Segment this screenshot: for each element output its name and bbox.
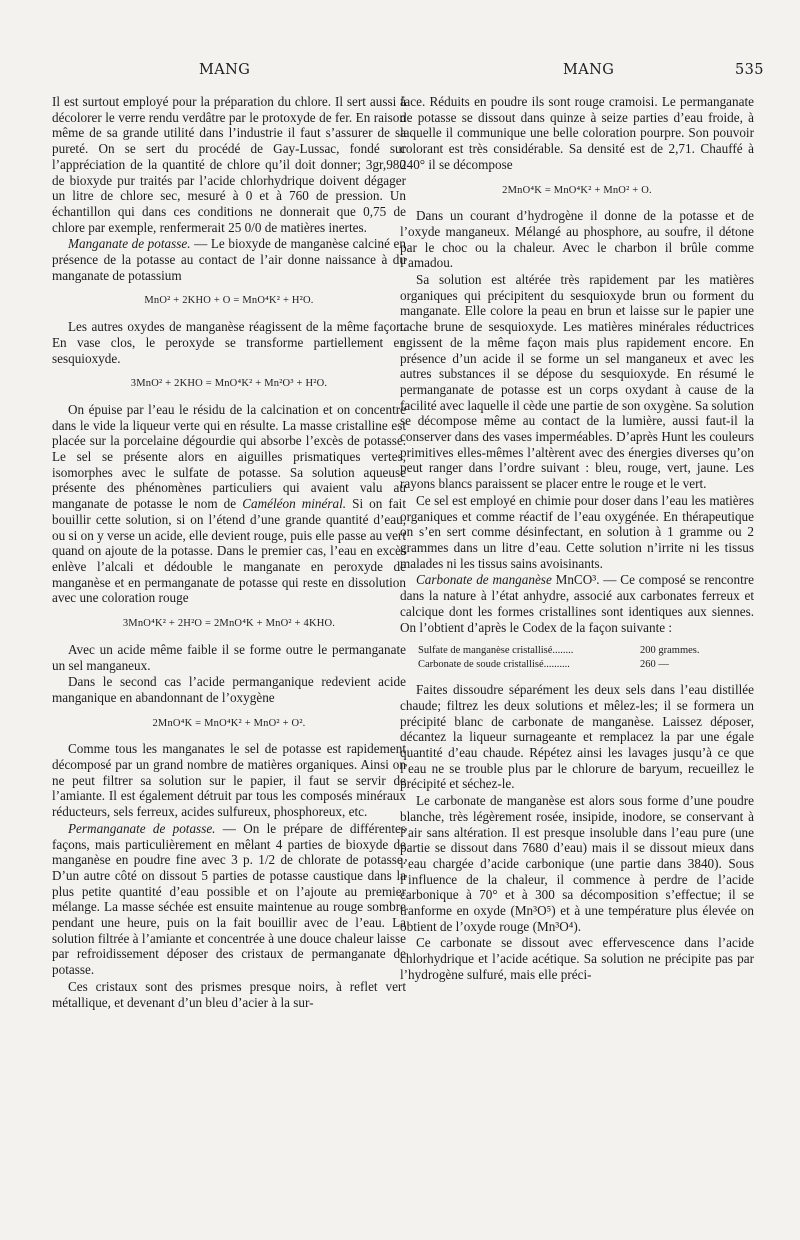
paragraph [52, 821, 406, 978]
paragraph-text: Si on fait bouillir cette solution, si on l’étend d’une grande quantité d’eau, ou si on y verse un acide, elle devient rouge, puis elle passe au vert quand on ajoute de la potasse. Dans le premier cas, l’eau en excès enlève l’alcali et dédouble le manganate en peroxyde de manganèse et en permanganate de potasse qui reste en dissolution avec une coloration rouge [52, 496, 406, 606]
paragraph: Les autres oxydes de manganèse réagissent de la même façon. En vase clos, le peroxyde se transforme partiellement en sesquioxyde. [52, 319, 406, 366]
recipe-ingredient: Carbonate de soude cristallisé.......... [418, 659, 570, 671]
paragraph: Sa solution est altérée très rapidement par les matières organiques qui précipitent du sesquioxyde brun ou forment du manganate. Elle colore la peau en brun et laisse sur le papier une tache brune de sesquioxyde. Les matières minérales réductrices agissent de la même façon mais plus rapidement encore. En présence d’un acide il se forme un sel manganeux et avec les autres substances il se dépose du sesquioxyde. En résumé le permanganate de potasse est un corps oxydant à cause de la facilité avec laquelle il cède une partie de son oxygène. Sa solution se décompose même au contact de la lumière, aussi faut-il la conserver dans des vases imperméables. D’après Hunt les couleurs primitives elles-mêmes l’altèrent avec des énergies diverses qu’on peut ranger dans l’ordre suivant : bleu, rouge, vert, jaune. Les rayons blancs paraissent se placer entre le rouge et le vert. [400, 272, 754, 492]
paragraph: Avec un acide même faible il se forme outre le permanganate un sel manganeux. [52, 641, 406, 673]
paragraph: Ce sel est employé en chimie pour doser dans l’eau les matières organiques et comme réactif de l’eau oxygénée. En thérapeutique on s’en sert comme désinfectant, en solution à 1 gramme ou 2 grammes dans un litre d’eau. Cette solution n’irrite ni les tissus malades ni les tissus sains avoisinants. [400, 492, 754, 571]
chemical-equation: 2MnO⁴K = MnO⁴K² + MnO² + O. [502, 184, 652, 196]
paragraph: Dans le second cas l’acide permanganique redevient acide manganique en abandonnant de l’oxygène [52, 674, 406, 705]
running-head-right: MANG [563, 62, 615, 78]
right-column [400, 94, 754, 983]
section-title: Carbonate de manganèse [416, 572, 552, 588]
paragraph-text: On épuise par l’eau le résidu de la calcination et on concentre dans le vide la liqueur verte qui en résulte. La masse cristalline est placée sur la porcelaine dégourdie qui absorbe l’excès de potasse. Le sel se présente alors en aiguilles prismatiques vertes, isomorphes avec le sulfate de potasse. Sa solution aqueuse présente des phénomènes particuliers qui avaient valu au manganate de potasse le nom de [52, 401, 406, 512]
left-column [52, 94, 406, 1010]
running-head-left: MANG [199, 62, 251, 78]
recipe-ingredient: Sulfate de manganèse cristallisé........ [418, 645, 574, 657]
paragraph-text: — Ce composé se rencontre dans la nature à l’état anhydre, associé aux carbonates ferreux et calcique dont les formes cristallines sont identiques aux siennes. On l’obtient d’après le Codex de la façon suivante : [400, 572, 754, 635]
paragraph: Il est surtout employé pour la préparation du chlore. Il sert aussi à décolorer le verre rendu verdâtre par le protoxyde de fer. En raison même de sa grande utilité dans l’industrie il faut s’assurer de sa pureté. On se sert du procédé de Gay-Lussac, fondé sur l’appréciation de la quantité de chlore qu’il doit donner; 3gr,980 de bioxyde pur traités par l’acide chlorhydrique doivent dégager un litre de chlore sec, mesuré à 0 et à 760 de pression. Un échantillon qui dans ces conditions ne donnerait que 0,75 de chlore par exemple, renfermerait 25 0/0 de matières inertes. [52, 94, 406, 235]
paragraph: Dans un courant d’hydrogène il donne de la potasse et de l’oxyde manganeux. Mélangé au phosphore, au soufre, il détone par le choc ou la chaleur. Avec le charbon il brûle comme l’amadou. [400, 208, 754, 271]
page-number: 535 [735, 62, 764, 78]
paragraph-text: — On le prépare de différentes façons, mais particulièrement en mêlant 4 parties de bioxyde de manganèse en poudre fine avec 3 p. 1/2 de chlorate de potasse. D’un autre côté on dissout 5 parties de potasse caustique dans la plus petite quantité d’eau possible et on l’ajoute au premier mélange. La masse séchée est ensuite maintenue au rouge sombre pendant une heure, puis on la fait bouillir avec de l’eau. La solution filtrée à l’amiante et concentrée à une douce chaleur laisse par refroidissement déposer des cristaux de permanganate de potasse. [52, 820, 406, 978]
paragraph [400, 572, 754, 635]
chemical-equation: 3MnO² + 2KHO = MnO⁴K² + Mn²O³ + H²O. [130, 378, 328, 390]
paragraph: Le carbonate de manganèse est alors sous forme d’une poudre blanche, très légèrement rosée, insipide, inodore, se conservant à l’air sans altération. Il est presque insoluble dans l’eau pure (une partie se dissout dans 7680 d’eau) mais il se dissout mieux dans l’eau chargée d’acide carbonique (une partie dans 3840). Sous l’influence de la chaleur, il commence à perdre de l’acide carbonique à 70° et à 300 sa décomposition s’effectue; il se tranforme en oxyde (Mn³O⁵) et à une température plus élevée on obtient de l’oxyde rouge (Mn³O⁴). [400, 793, 754, 934]
recipe-table [418, 644, 754, 672]
recipe-quantity: 260 — [640, 659, 669, 671]
paragraph: Comme tous les manganates le sel de potasse est rapidement décomposé par un grand nombre de matières organiques. Ainsi on ne peut filtrer sa solution sur le papier, il faut se servir de l’amiante. Il est également détruit par tous les composés minéraux réducteurs, sels ferreux, acides sulfureux, phosphoreux, etc. [52, 741, 406, 820]
paragraph-text: — Le bioxyde de manganèse calciné en présence de la potasse au contact de l’air donne naissance à du manganate de potassium [52, 236, 406, 283]
paragraph [52, 236, 406, 283]
paragraph: Ces cristaux sont des prismes presque noirs, à reflet vert métallique, et devenant d’un bleu d’acier à la sur- [52, 978, 406, 1010]
chemical-equation: 3MnO⁴K² + 2H²O = 2MnO⁴K + MnO² + 4KHO. [122, 618, 336, 630]
paragraph [52, 402, 406, 606]
formula-inline: MnCO³. [551, 572, 600, 588]
emphasized-term: Caméléon minéral. [242, 496, 347, 512]
running-head [0, 62, 800, 82]
paragraph: face. Réduits en poudre ils sont rouge cramoisi. Le permanganate de potasse se dissout dans quinze à seize parties d’eau froide, à laquelle il communique une belle coloration pourpre. Son pouvoir colorant est très considérable. Sa densité est de 2,71. Chauffé à 240° il se décompose [400, 94, 754, 172]
chemical-equation: MnO² + 2KHO + O = MnO⁴K² + H²O. [144, 295, 314, 307]
recipe-quantity: 200 grammes. [640, 645, 700, 657]
section-title: Permanganate de potasse. [68, 820, 216, 836]
paragraph: Faites dissoudre séparément les deux sels dans l’eau distillée chaude; filtrez les deux solutions et mêlez-les; il se formera un précipité blanc de carbonate de manganèse. Laissez déposer, décantez la liqueur surnageante et remplacez la par une égale quantité d’eau chaude. Répétez ainsi les lavages jusqu’à ce que l’eau ne se trouble plus par le chlorure de baryum, recueillez le précipité et séchez-le. [400, 682, 754, 792]
paragraph: Ce carbonate se dissout avec effervescence dans l’acide chlorhydrique et l’acide acétique. Sa solution ne précipite pas par l’hydrogène sulfuré, mais elle préci- [400, 935, 754, 982]
chemical-equation: 2MnO⁴K = MnO⁴K² + MnO² + O². [152, 717, 306, 729]
recipe-row [418, 644, 754, 658]
recipe-row [418, 658, 754, 672]
section-title: Manganate de potasse. [68, 236, 191, 252]
